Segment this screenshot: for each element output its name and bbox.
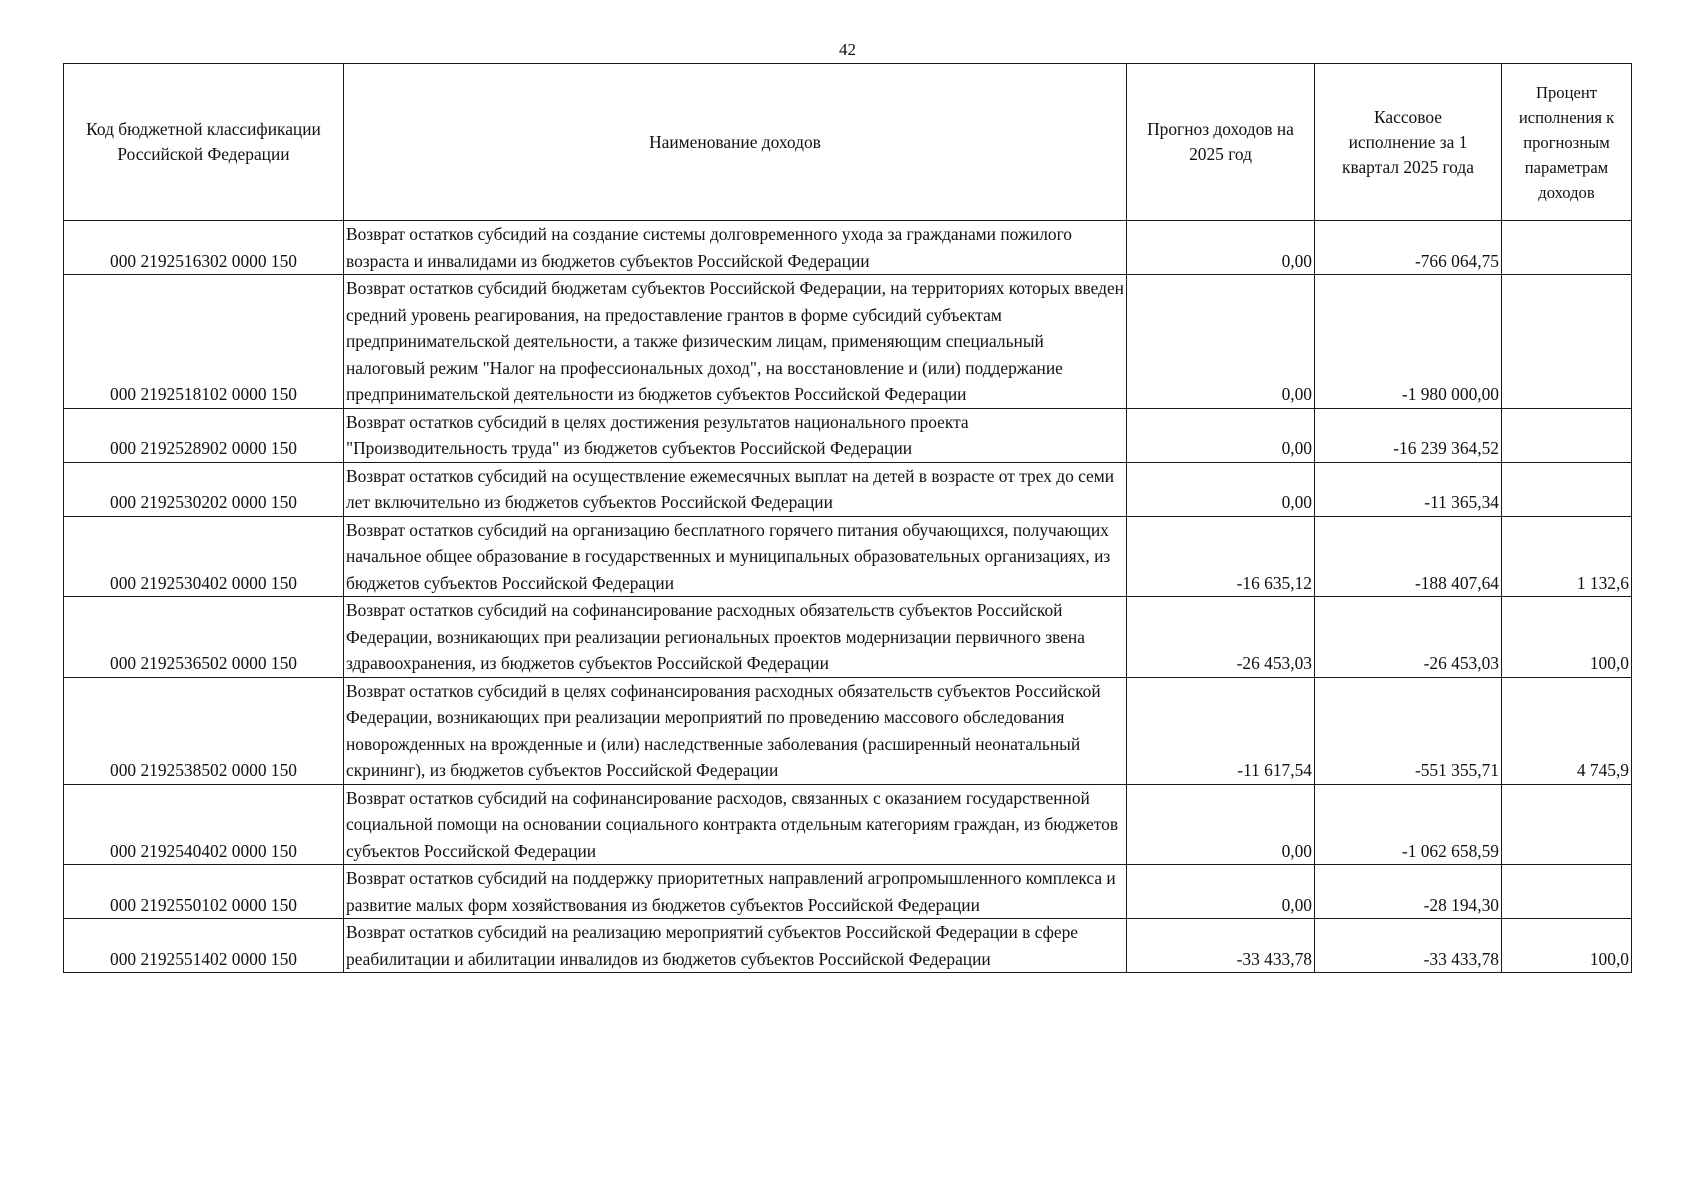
cell-plan: 0,00 (1127, 865, 1315, 919)
column-header-percent: Процент исполнения к прогнозным параметрам доходов (1502, 64, 1632, 221)
cell-percent (1502, 275, 1632, 409)
cell-name: Возврат остатков субсидий на реализацию мероприятий субъектов Российской Федерации в сфере реабилитации и абилитации инвалидов из бюджетов субъектов Российской Федерации (344, 919, 1127, 973)
cell-plan: 0,00 (1127, 408, 1315, 462)
cell-execution: -26 453,03 (1315, 597, 1502, 678)
cell-percent (1502, 462, 1632, 516)
table-row (64, 408, 1632, 462)
column-header-plan: Прогноз доходов на 2025 год (1127, 64, 1315, 221)
table-row (64, 516, 1632, 597)
cell-plan: -26 453,03 (1127, 597, 1315, 678)
cell-execution: -1 980 000,00 (1315, 275, 1502, 409)
table-row (64, 677, 1632, 784)
cell-percent: 4 745,9 (1502, 677, 1632, 784)
cell-code: 000 2192551402 0000 150 (64, 919, 344, 973)
cell-plan: -33 433,78 (1127, 919, 1315, 973)
cell-name: Возврат остатков субсидий на софинансирование расходных обязательств субъектов Российской Федерации, возникающих при реализации региональных проектов модернизации первичного звена здравоохранения, из бюджетов субъектов Российской Федерации (344, 597, 1127, 678)
cell-name: Возврат остатков субсидий на создание системы долговременного ухода за гражданами пожилого возраста и инвалидами из бюджетов субъектов Российской Федерации (344, 221, 1127, 275)
cell-code: 000 2192528902 0000 150 (64, 408, 344, 462)
cell-code: 000 2192530202 0000 150 (64, 462, 344, 516)
header-row (64, 64, 1632, 221)
column-header-execution: Кассовое исполнение за 1 квартал 2025 года (1315, 64, 1502, 221)
cell-execution: -11 365,34 (1315, 462, 1502, 516)
table-body (64, 221, 1632, 973)
cell-name: Возврат остатков субсидий на софинансирование расходов, связанных с оказанием государственной социальной помощи на основании социального контракта отдельным категориям граждан, из бюджетов субъектов Российской Федерации (344, 784, 1127, 865)
cell-execution: -1 062 658,59 (1315, 784, 1502, 865)
cell-code: 000 2192516302 0000 150 (64, 221, 344, 275)
cell-plan: -11 617,54 (1127, 677, 1315, 784)
cell-name: Возврат остатков субсидий бюджетам субъектов Российской Федерации, на территориях которых введен средний уровень реагирования, на предоставление грантов в форме субсидий субъектам предпринимательской деятельности, а также физическим лицам, применяющим специальный налоговый режим "Налог на профессиональных доход", на восстановление и (или) поддержание предпринимательской деятельности из бюджетов субъектов Российской Федерации (344, 275, 1127, 409)
table-header (64, 64, 1632, 221)
cell-plan: -16 635,12 (1127, 516, 1315, 597)
cell-percent: 100,0 (1502, 597, 1632, 678)
income-table (63, 63, 1632, 973)
table-row (64, 865, 1632, 919)
cell-execution: -188 407,64 (1315, 516, 1502, 597)
cell-percent (1502, 221, 1632, 275)
cell-code: 000 2192518102 0000 150 (64, 275, 344, 409)
cell-code: 000 2192538502 0000 150 (64, 677, 344, 784)
cell-name: Возврат остатков субсидий на осуществление ежемесячных выплат на детей в возрасте от трех до семи лет включительно из бюджетов субъектов Российской Федерации (344, 462, 1127, 516)
column-header-name: Наименование доходов (344, 64, 1127, 221)
cell-execution: -28 194,30 (1315, 865, 1502, 919)
cell-code: 000 2192530402 0000 150 (64, 516, 344, 597)
cell-execution: -16 239 364,52 (1315, 408, 1502, 462)
cell-percent (1502, 408, 1632, 462)
table-row (64, 275, 1632, 409)
cell-percent: 100,0 (1502, 919, 1632, 973)
cell-name: Возврат остатков субсидий в целях софинансирования расходных обязательств субъектов Российской Федерации, возникающих при реализации мероприятий по проведению массового обследования новорожденных на врожденные и (или) наследственные заболевания (расширенный неонатальный скрининг), из бюджетов субъектов Российской Федерации (344, 677, 1127, 784)
cell-percent (1502, 784, 1632, 865)
page-number: 42 (839, 40, 856, 59)
cell-execution: -551 355,71 (1315, 677, 1502, 784)
table-row (64, 919, 1632, 973)
cell-percent (1502, 865, 1632, 919)
cell-plan: 0,00 (1127, 275, 1315, 409)
cell-execution: -33 433,78 (1315, 919, 1502, 973)
cell-name: Возврат остатков субсидий на поддержку приоритетных направлений агропромышленного комплекса и развитие малых форм хозяйствования из бюджетов субъектов Российской Федерации (344, 865, 1127, 919)
cell-plan: 0,00 (1127, 462, 1315, 516)
cell-code: 000 2192550102 0000 150 (64, 865, 344, 919)
cell-plan: 0,00 (1127, 784, 1315, 865)
column-header-code: Код бюджетной классификации Российской Федерации (64, 64, 344, 221)
table-row (64, 784, 1632, 865)
cell-code: 000 2192536502 0000 150 (64, 597, 344, 678)
cell-percent: 1 132,6 (1502, 516, 1632, 597)
cell-name: Возврат остатков субсидий на организацию бесплатного горячего питания обучающихся, получающих начальное общее образование в государственных и муниципальных образовательных организациях, из бюджетов субъектов Российской Федерации (344, 516, 1127, 597)
cell-code: 000 2192540402 0000 150 (64, 784, 344, 865)
table-row (64, 597, 1632, 678)
cell-plan: 0,00 (1127, 221, 1315, 275)
table-row (64, 462, 1632, 516)
cell-execution: -766 064,75 (1315, 221, 1502, 275)
table-row (64, 221, 1632, 275)
cell-name: Возврат остатков субсидий в целях достижения результатов национального проекта "Производительность труда" из бюджетов субъектов Российской Федерации (344, 408, 1127, 462)
